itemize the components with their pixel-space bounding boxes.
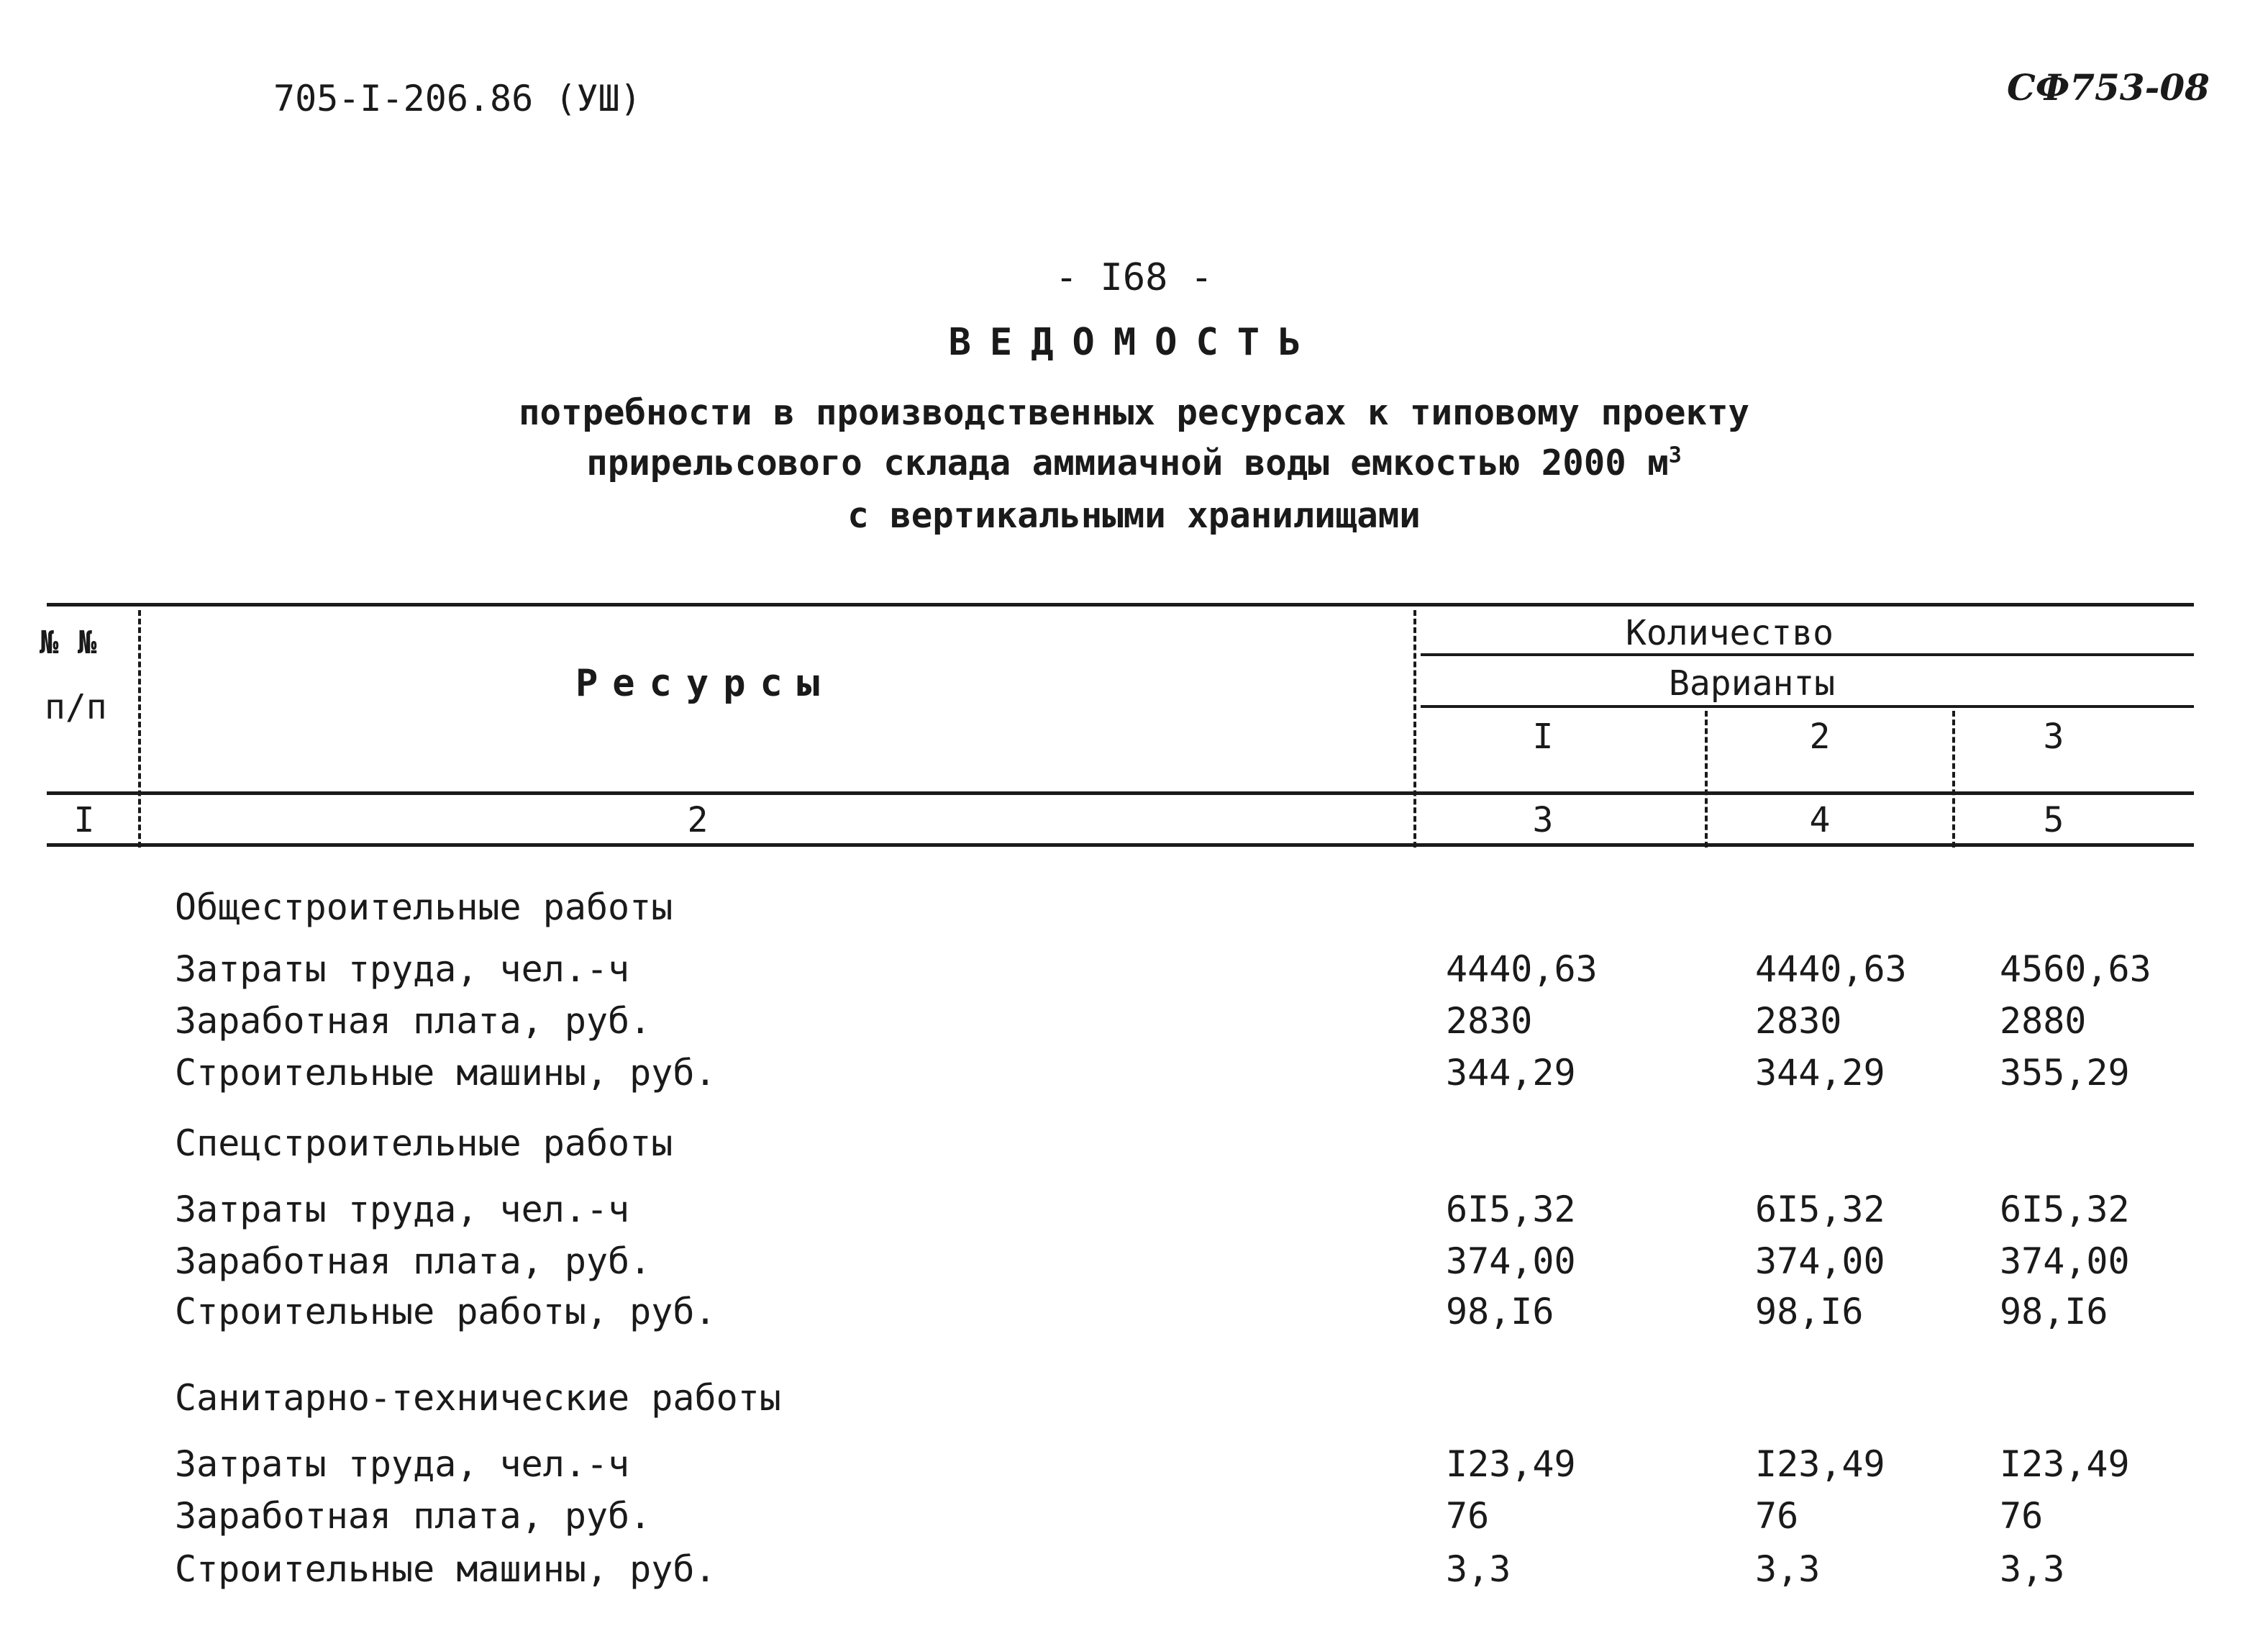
table-row [0,1000,2268,1050]
table-row [0,1495,2268,1545]
column-numbers-rule [47,843,2194,847]
row-label: Затраты труда, чел.-ч [175,1443,630,1485]
value-variant-3: 98,I6 [2000,1291,2108,1332]
column-number-3: 3 [1532,800,1554,840]
row-label: Строительные машины, руб. [175,1052,716,1094]
section-title-special-construction: Спецстроительные работы [175,1122,673,1164]
value-variant-1: 76 [1446,1495,1490,1537]
value-variant-3: 355,29 [2000,1052,2130,1094]
column-number-5: 5 [2043,800,2064,840]
superscript-cubic: 3 [1668,442,1682,468]
table-row [0,1052,2268,1102]
variants-rule [1421,705,2194,708]
document-code: 705-I-206.86 (УШ) [273,78,642,119]
value-variant-2: I23,49 [1755,1443,1885,1485]
value-variant-3: 4560,63 [2000,948,2151,990]
table-row [0,1291,2268,1341]
table-row [0,1548,2268,1599]
row-label: Затраты труда, чел.-ч [175,1189,630,1230]
column-number-4: 4 [1809,800,1831,840]
row-label: Заработная плата, руб. [175,1495,652,1537]
row-label: Заработная плата, руб. [175,1000,652,1042]
subtitle-line-2-text: прирельсового склада аммиачной воды емкостью 2000 м [586,442,1669,483]
value-variant-3: 6I5,32 [2000,1189,2130,1230]
value-variant-1: 2830 [1446,1000,1533,1042]
header-quantity: Количество [1626,613,1834,653]
value-variant-3: 374,00 [2000,1240,2130,1282]
row-label: Затраты труда, чел.-ч [175,948,630,990]
header-number-sign: № № [40,624,97,661]
table-row [0,1443,2268,1494]
section-title-general-construction: Общестроительные работы [175,886,673,928]
document-title: ВЕДОМОСТЬ [948,321,1320,364]
value-variant-2: 2830 [1755,1000,1842,1042]
value-variant-3: 3,3 [2000,1548,2065,1590]
value-variant-1: 6I5,32 [1446,1189,1576,1230]
header-variant-1: I [1532,717,1554,757]
row-label: Строительные машины, руб. [175,1548,716,1590]
col-separator-1 [138,610,141,848]
header-bottom-rule [47,791,2194,795]
value-variant-2: 76 [1755,1495,1799,1537]
value-variant-3: 2880 [2000,1000,2087,1042]
col-separator-2 [1413,610,1416,848]
table-row [0,1189,2268,1239]
column-number-1: I [73,800,95,840]
value-variant-2: 4440,63 [1755,948,1907,990]
header-variants: Варианты [1669,663,1836,704]
value-variant-3: 76 [2000,1495,2044,1537]
table-row [0,1240,2268,1291]
value-variant-3: I23,49 [2000,1443,2130,1485]
page-number: - I68 - [1055,256,1213,299]
subtitle-line-2 [0,442,2268,483]
row-label: Заработная плата, руб. [175,1240,652,1282]
section-title-sanitary-technical: Санитарно-технические работы [175,1377,781,1419]
value-variant-1: 4440,63 [1446,948,1598,990]
subtitle-line-3: с вертикальными хранилищами [847,495,1421,536]
row-label: Строительные работы, руб. [175,1291,716,1332]
value-variant-1: I23,49 [1446,1443,1576,1485]
value-variant-1: 3,3 [1446,1548,1511,1590]
header-variant-3: 3 [2043,717,2064,757]
value-variant-1: 374,00 [1446,1240,1576,1282]
value-variant-2: 344,29 [1755,1052,1885,1094]
value-variant-2: 6I5,32 [1755,1189,1885,1230]
value-variant-1: 98,I6 [1446,1291,1554,1332]
subtitle-line-1: потребности в производственных ресурсах к типовому проекту [518,392,1750,433]
table-row [0,948,2268,999]
header-resources: Ресурсы [575,662,834,705]
value-variant-2: 374,00 [1755,1240,1885,1282]
table-top-rule [47,603,2194,607]
quantity-rule [1421,653,2194,656]
header-variant-2: 2 [1809,717,1831,757]
value-variant-2: 3,3 [1755,1548,1821,1590]
column-number-2: 2 [687,800,709,840]
archive-stamp: СФ753-08 [2007,66,2210,109]
value-variant-1: 344,29 [1446,1052,1576,1094]
value-variant-2: 98,I6 [1755,1291,1864,1332]
header-item-number: п/п [45,687,107,727]
